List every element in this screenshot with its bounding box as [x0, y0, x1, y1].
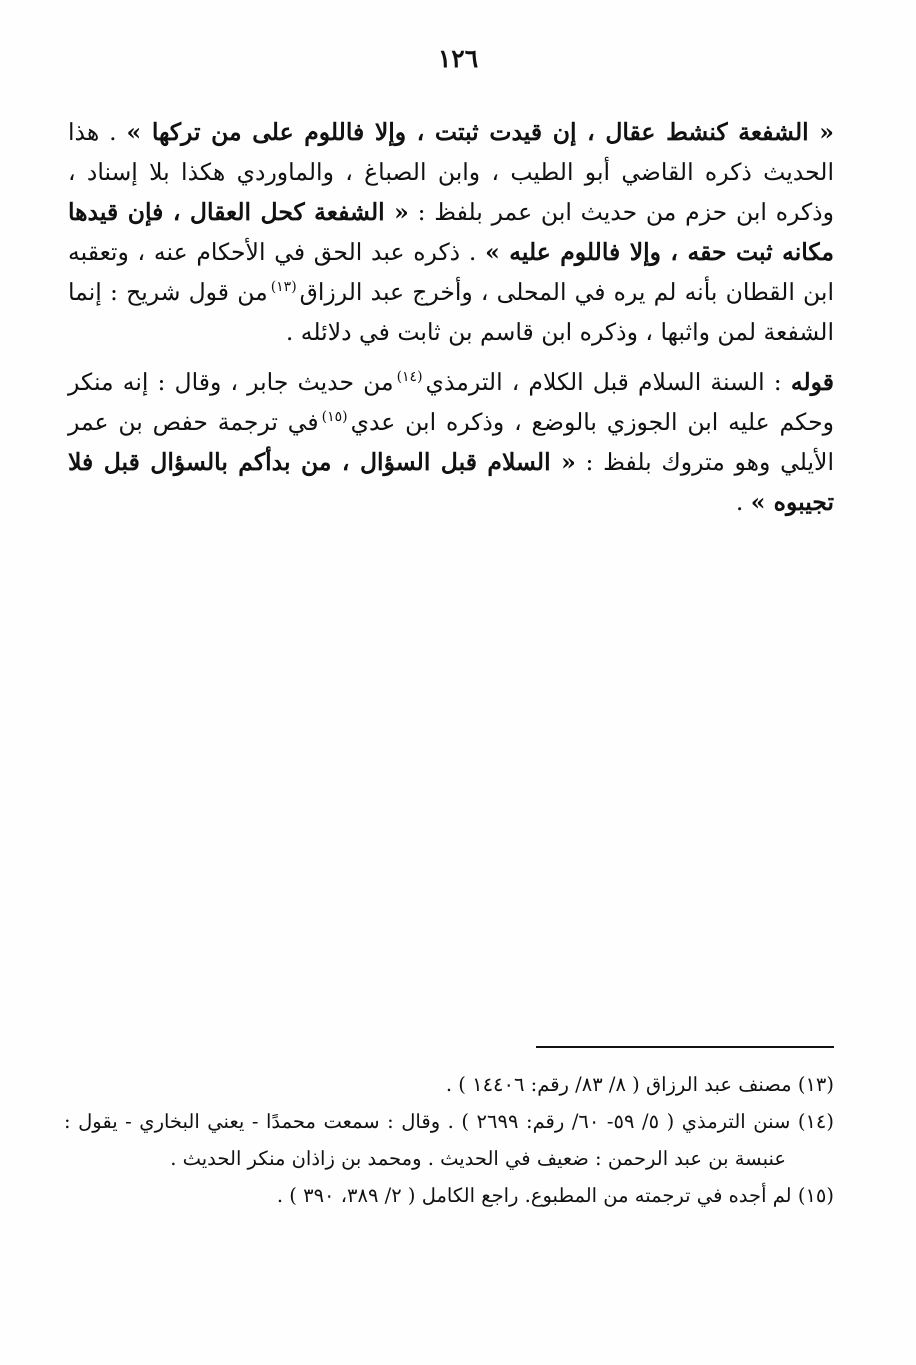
- footnote-separator: [536, 1046, 834, 1048]
- text-run: . هذا الحديث ذكره القاضي أبو الطيب ، وابن الصباغ ، والماوردي هكذا بلا إسناد ، وذكره ابن حزم من حديث ابن عمر بلفظ :: [68, 118, 834, 226]
- hadith-quote: « الشفعة كحل العقال ، فإن قيدها مكانه ثبت حقه ، وإلا فاللوم عليه »: [68, 198, 834, 266]
- footnote-13: (١٣) مصنف عبد الرزاق ( ٨/ ٨٣/ رقم: ١٤٤٠٦ ) .: [445, 1073, 834, 1096]
- paragraph-salam: [68, 362, 834, 522]
- footnotes: [64, 1066, 834, 1214]
- text-run: .: [735, 488, 751, 516]
- footnote-ref-14[interactable]: (١٤): [396, 369, 423, 386]
- hadith-quote: « الشفعة كنشط عقال ، إن قيدت ثبتت ، وإلا فاللوم على من تركها »: [126, 118, 834, 146]
- footnote-ref-13[interactable]: (١٣): [270, 279, 297, 296]
- paragraph-shufa: [68, 112, 834, 352]
- text-run: في ترجمة حفص بن عمر الأيلي وهو متروك بلفظ :: [68, 408, 834, 476]
- text-run: : السنة السلام قبل الكلام ، الترمذي: [425, 368, 791, 396]
- hadith-quote: « السلام قبل السؤال ، من بدأكم بالسؤال قبل فلا تجيبوه »: [68, 448, 834, 516]
- text-run: من حديث جابر ، وقال : إنه منكر وحكم عليه ابن الجوزي بالوضع ، وذكره ابن عدي: [68, 368, 834, 436]
- text-run: . ذكره عبد الحق في الأحكام عنه ، وتعقبه ابن القطان بأنه لم يره في المحلى ، وأخرج عبد الرزاق: [68, 238, 834, 306]
- qawluhu-label: قوله: [790, 368, 834, 396]
- footnote-ref-15[interactable]: (١٥): [321, 409, 348, 426]
- page-number: ١٢٦: [437, 44, 479, 73]
- footnote-14: (١٤) سنن الترمذي ( ٥/ ٥٩- ٦٠/ رقم: ٢٦٩٩ ) . وقال : سمعت محمدًا - يعني البخاري - يقول : عنبسة بن عبد الرحمن : ضعيف في الحديث . ومحمد بن زاذان منكر الحديث .: [64, 1110, 834, 1170]
- footnote-15: (١٥) لم أجده في ترجمته من المطبوع. راجع الكامل ( ٢/ ٣٨٩، ٣٩٠ ) .: [276, 1184, 834, 1207]
- text-run: من قول شريح : إنما الشفعة لمن واثبها ، وذكره ابن قاسم بن ثابت في دلائله .: [68, 278, 834, 346]
- main-text: [68, 112, 834, 522]
